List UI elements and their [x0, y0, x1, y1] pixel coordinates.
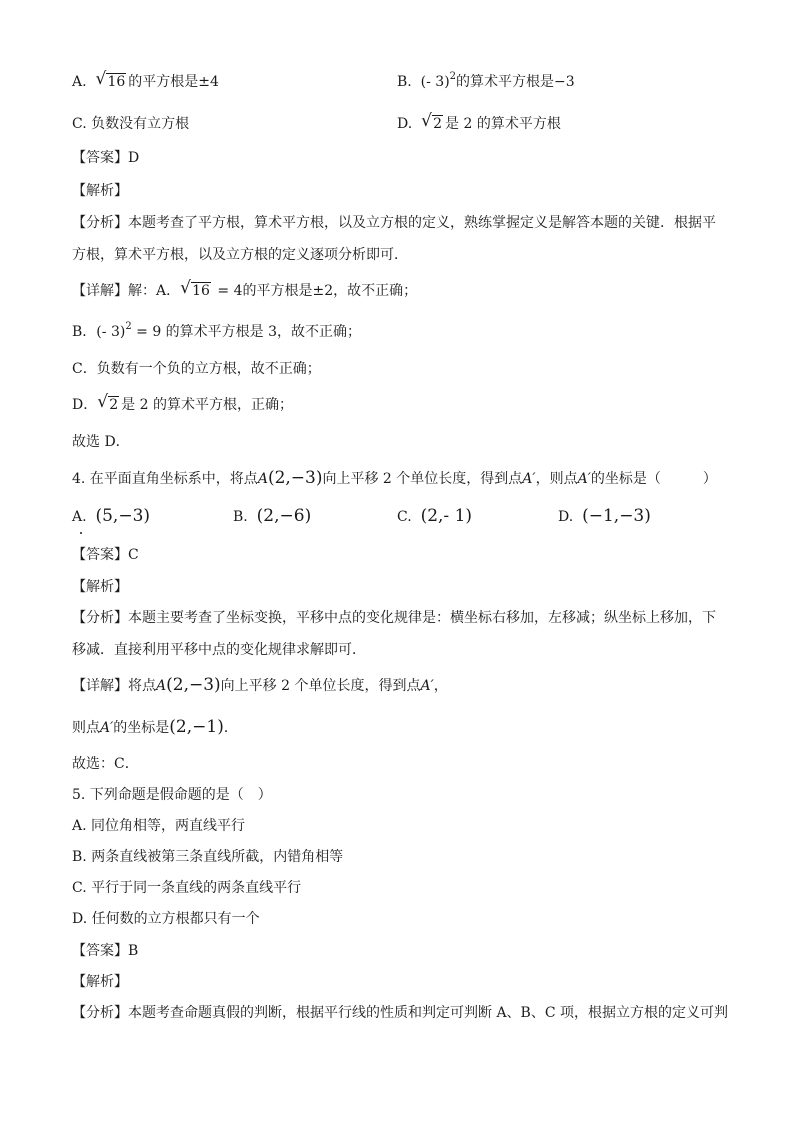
math-expression: (- 3): [96, 324, 126, 340]
sqrt-expression: √ 2: [421, 111, 443, 132]
coordinates: (2,−3): [267, 468, 323, 488]
stray-dot: [80, 532, 82, 534]
option-label: C.: [72, 116, 87, 132]
q4-option-b: [233, 506, 311, 527]
point-label: A: [257, 471, 268, 487]
equation: = 4: [212, 283, 243, 299]
q4-result: [72, 717, 238, 738]
option-value: (2,−6): [256, 506, 312, 526]
point-label: A′: [522, 471, 536, 487]
option-text: 是 2 的算术平方根: [445, 116, 561, 132]
option-text: 的算术平方根是−3: [456, 74, 575, 90]
q3-option-a: [72, 69, 219, 92]
radicand: 2: [433, 116, 443, 132]
q4-analysis-line-2: 移减．直接利用平移中点的变化规律求解即可．: [72, 642, 366, 658]
option-text: 负数没有立方根: [91, 116, 190, 132]
q3-detail-b: [72, 322, 361, 342]
stem-text: 4. 在平面直角坐标系中，将点: [72, 471, 258, 487]
option-label: C.: [397, 509, 412, 525]
option-label: B.: [233, 509, 248, 525]
q5-analysis-line-1: 【分析】本题考查命题真假的判断，根据平行线的性质和判定可判断 A、B、C 项，根据立方根的定义可判: [72, 1005, 729, 1021]
option-label: D.: [558, 509, 574, 525]
detail-prefix: 【详解】解：A．: [72, 283, 181, 299]
q3-choice: 故选 D．: [72, 434, 130, 450]
q5-option-a: A. 同位角相等，两直线平行: [72, 818, 246, 834]
stem-text: 的坐标是（ ）: [590, 471, 717, 487]
detail-text: 向上平移 2 个单位长度，得到点: [220, 678, 421, 694]
detail-text: ．: [223, 720, 238, 736]
detail-prefix: 则点: [72, 720, 100, 736]
q4-jiexi-heading: 【解析】: [72, 579, 128, 595]
option-value: (−1,−3): [582, 506, 651, 526]
q5-option-c: C. 平行于同一条直线的两条直线平行: [72, 880, 302, 896]
q4-answer: 【答案】C: [72, 547, 139, 563]
q3-analysis-line-2: 方根，算术平方根，以及立方根的定义逐项分析即可．: [72, 247, 408, 263]
point-label: A′: [100, 720, 114, 736]
option-value: (2,- 1): [420, 506, 473, 526]
sqrt-expression: √ 2: [97, 392, 119, 413]
point-label: A′: [420, 678, 434, 694]
q4-detail: [72, 675, 448, 696]
radicand: 16: [107, 74, 126, 90]
q3-option-d: [397, 111, 561, 134]
detail-prefix: 【详解】将点: [72, 678, 156, 694]
q4-option-c: [397, 506, 472, 527]
q3-option-b: [397, 72, 575, 92]
detail-prefix: B．: [72, 324, 97, 340]
stem-text: ，则点: [535, 471, 578, 487]
detail-text: 的坐标是: [113, 720, 170, 736]
option-text: 的平方根是±4: [128, 74, 219, 90]
q3-analysis-line-1: 【分析】本题考查了平方根，算术平方根，以及立方根的定义，熟练掌握定义是解答本题的关键．根据平: [72, 215, 716, 231]
point-label: A: [156, 678, 167, 694]
detail-text: ，: [433, 678, 448, 694]
detail-text: = 9 的算术平方根是 3，故不正确；: [131, 324, 362, 340]
radicand: 16: [192, 283, 210, 299]
q4-option-a: [72, 506, 150, 527]
point-label: A′: [577, 471, 591, 487]
option-label: A.: [72, 74, 87, 90]
exponent: 2: [125, 321, 132, 332]
q3-detail-d: [72, 392, 293, 415]
option-label: B.: [397, 74, 412, 90]
coordinates: (2,−3): [166, 675, 221, 695]
stem-text: 向上平移 2 个单位长度，得到点: [322, 471, 523, 487]
math-expression: (- 3): [420, 74, 450, 90]
q3-jiexi-heading: 【解析】: [72, 183, 128, 199]
q3-detail-a: [72, 278, 418, 301]
q3-option-c: [72, 114, 189, 134]
q5-option-d: D. 任何数的立方根都只有一个: [72, 911, 260, 927]
q5-option-b: B. 两条直线被第三条直线所截，内错角相等: [72, 849, 344, 865]
q4-option-d: [558, 506, 651, 527]
q4-stem: [72, 468, 717, 489]
coordinates: (2,−1): [169, 717, 224, 737]
option-label: A.: [72, 509, 87, 525]
radicand: 2: [109, 397, 119, 413]
q3-answer: 【答案】D: [72, 150, 140, 166]
q3-detail-c: C．负数有一个负的立方根，故不正确；: [72, 361, 321, 377]
sqrt-expression: √ 16: [95, 69, 126, 90]
option-label: D.: [397, 116, 413, 132]
q5-jiexi-heading: 【解析】: [72, 974, 128, 990]
exponent: 2: [449, 71, 457, 82]
detail-prefix: D．: [72, 397, 98, 413]
q4-choice: 故选：C．: [72, 756, 139, 772]
detail-text: 是 2 的算术平方根，正确；: [121, 397, 293, 413]
sqrt-expression: √ 16: [180, 278, 210, 299]
q5-answer: 【答案】B: [72, 943, 139, 959]
option-value: (5,−3): [95, 506, 151, 526]
q4-analysis-line-1: 【分析】本题主要考查了坐标变换，平移中点的变化规律是：横坐标右移加，左移减；纵坐标上移加，下: [72, 610, 716, 626]
q5-stem: 5. 下列命题是假命题的是（ ）: [72, 787, 272, 803]
detail-text: 的平方根是±2，故不正确；: [242, 283, 418, 299]
